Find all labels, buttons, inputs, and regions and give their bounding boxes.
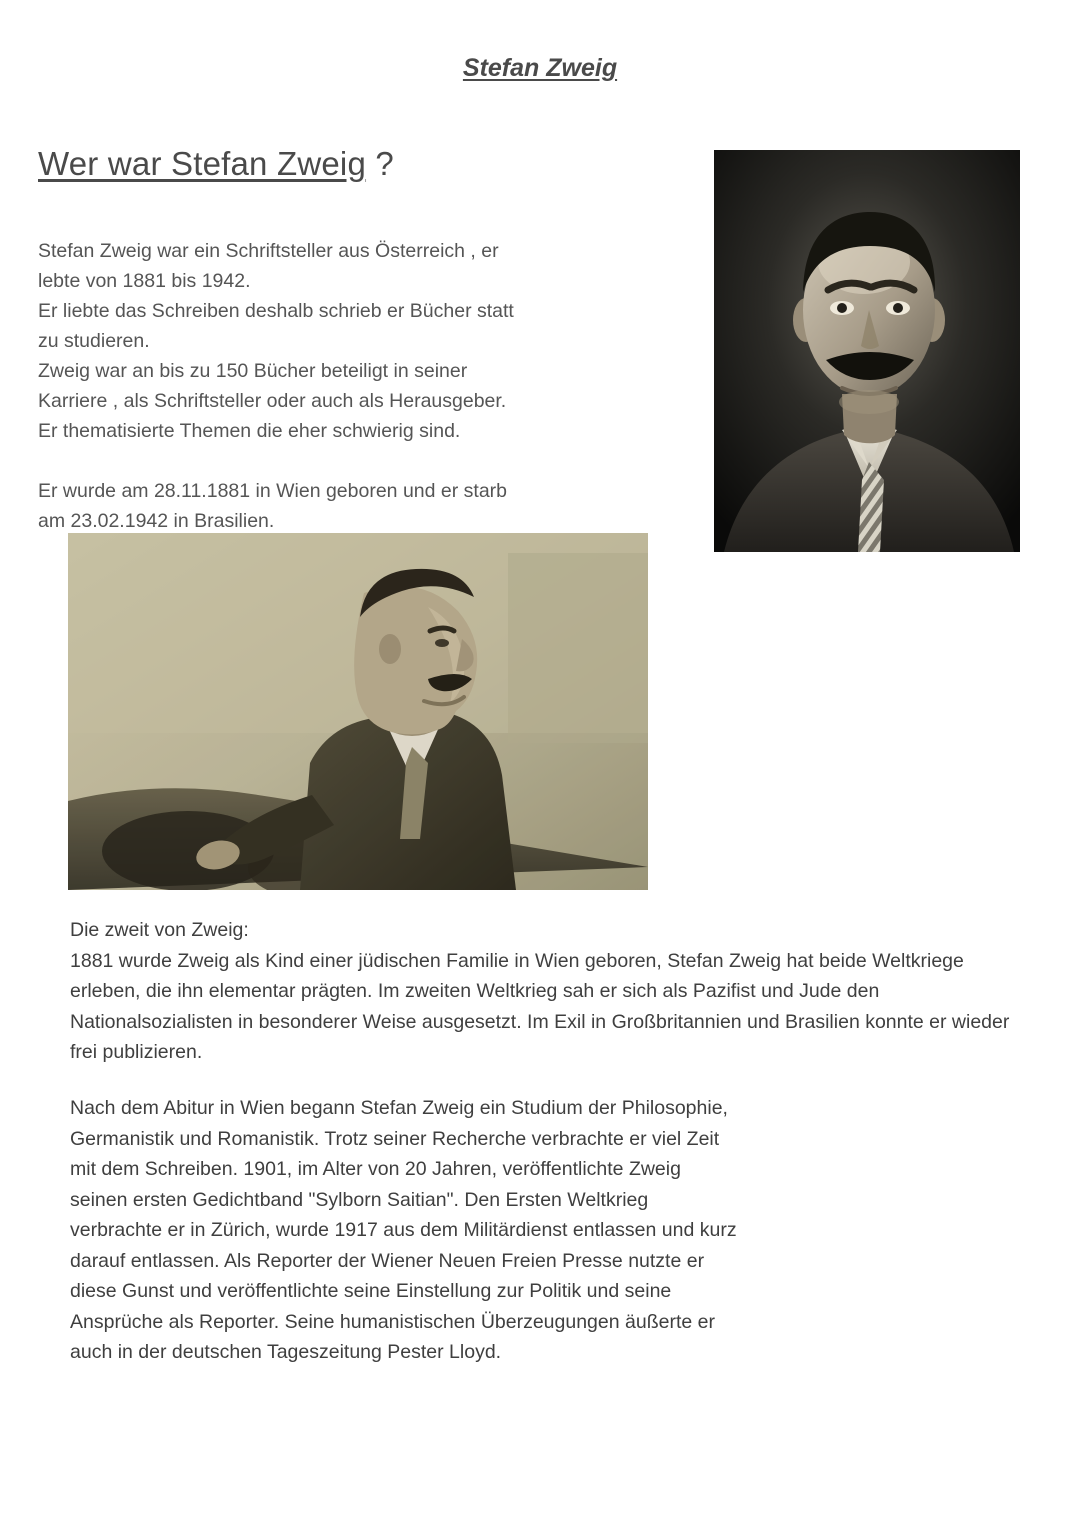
intro-line: Er thematisierte Themen die eher schwierig sind. bbox=[38, 420, 461, 442]
intro-line: Er wurde am 28.11.1881 in Wien geboren und er starb bbox=[38, 480, 507, 502]
study-line: diese Gunst und veröffentlichte seine Einstellung zur Politik und seine bbox=[70, 1280, 672, 1302]
intro-paragraph-2 bbox=[38, 476, 658, 536]
section-heading-main: Wer war Stefan Zweig bbox=[38, 145, 367, 182]
study-line: Ansprüche als Reporter. Seine humanistischen Überzeugungen äußerte er bbox=[70, 1310, 715, 1333]
stefan-zweig-lecture-photo bbox=[68, 533, 648, 890]
life-caption: Die zweit von Zweig: bbox=[70, 919, 249, 941]
study-line: darauf entlassen. Als Reporter der Wiener Neuen Freien Presse nutzte er bbox=[70, 1249, 705, 1272]
study-line: Nach dem Abitur in Wien begann Stefan Zweig ein Studium der Philosophie, bbox=[70, 1097, 728, 1119]
intro-text-block bbox=[38, 236, 658, 536]
intro-paragraph-1 bbox=[38, 236, 658, 446]
study-line: verbrachte er in Zürich, wurde 1917 aus dem Militärdienst entlassen und kurz bbox=[70, 1219, 737, 1241]
intro-line: am 23.02.1942 in Brasilien. bbox=[38, 510, 275, 532]
intro-line: Stefan Zweig war ein Schriftsteller aus Österreich , er bbox=[38, 240, 499, 262]
intro-line: Er liebte das Schreiben deshalb schrieb er Bücher statt bbox=[38, 300, 514, 322]
intro-line: Karriere , als Schriftsteller oder auch als Herausgeber. bbox=[38, 390, 507, 412]
intro-line: Zweig war an bis zu 150 Bücher beteiligt in seiner bbox=[38, 360, 468, 382]
section-heading-tail: ? bbox=[366, 145, 394, 182]
study-line: auch in der deutschen Tageszeitung Pester Lloyd. bbox=[70, 1341, 502, 1363]
study-line: Germanistik und Romanistik. Trotz seiner Recherche verbrachte er viel Zeit bbox=[70, 1127, 720, 1150]
life-text-block bbox=[70, 915, 1010, 1068]
stefan-zweig-portrait-photo bbox=[714, 150, 1020, 552]
page-title bbox=[0, 54, 1080, 83]
study-text-block bbox=[70, 1093, 1010, 1368]
intro-line: zu studieren. bbox=[38, 330, 150, 352]
study-line: mit dem Schreiben. 1901, im Alter von 20 Jahren, veröffentlichte Zweig bbox=[70, 1158, 681, 1180]
section-heading bbox=[38, 145, 394, 183]
study-line: seinen ersten Gedichtband "Sylborn Saitian". Den Ersten Weltkrieg bbox=[70, 1188, 649, 1211]
life-paragraph: 1881 wurde Zweig als Kind einer jüdischen Familie in Wien geboren, Stefan Zweig hat beide Weltkriege erleben, die ihn elementar prägten. Im zweiten Weltkrieg sah er sich als Pazifist und Jude den Nationalsozialisten in besonderer Weise ausgesetzt. Im Exil in Großbritannien und Brasilien konnte er wieder frei publizieren. bbox=[70, 949, 1010, 1063]
page-title-text: Stefan Zweig bbox=[462, 54, 618, 82]
intro-line: lebte von 1881 bis 1942. bbox=[38, 270, 251, 292]
